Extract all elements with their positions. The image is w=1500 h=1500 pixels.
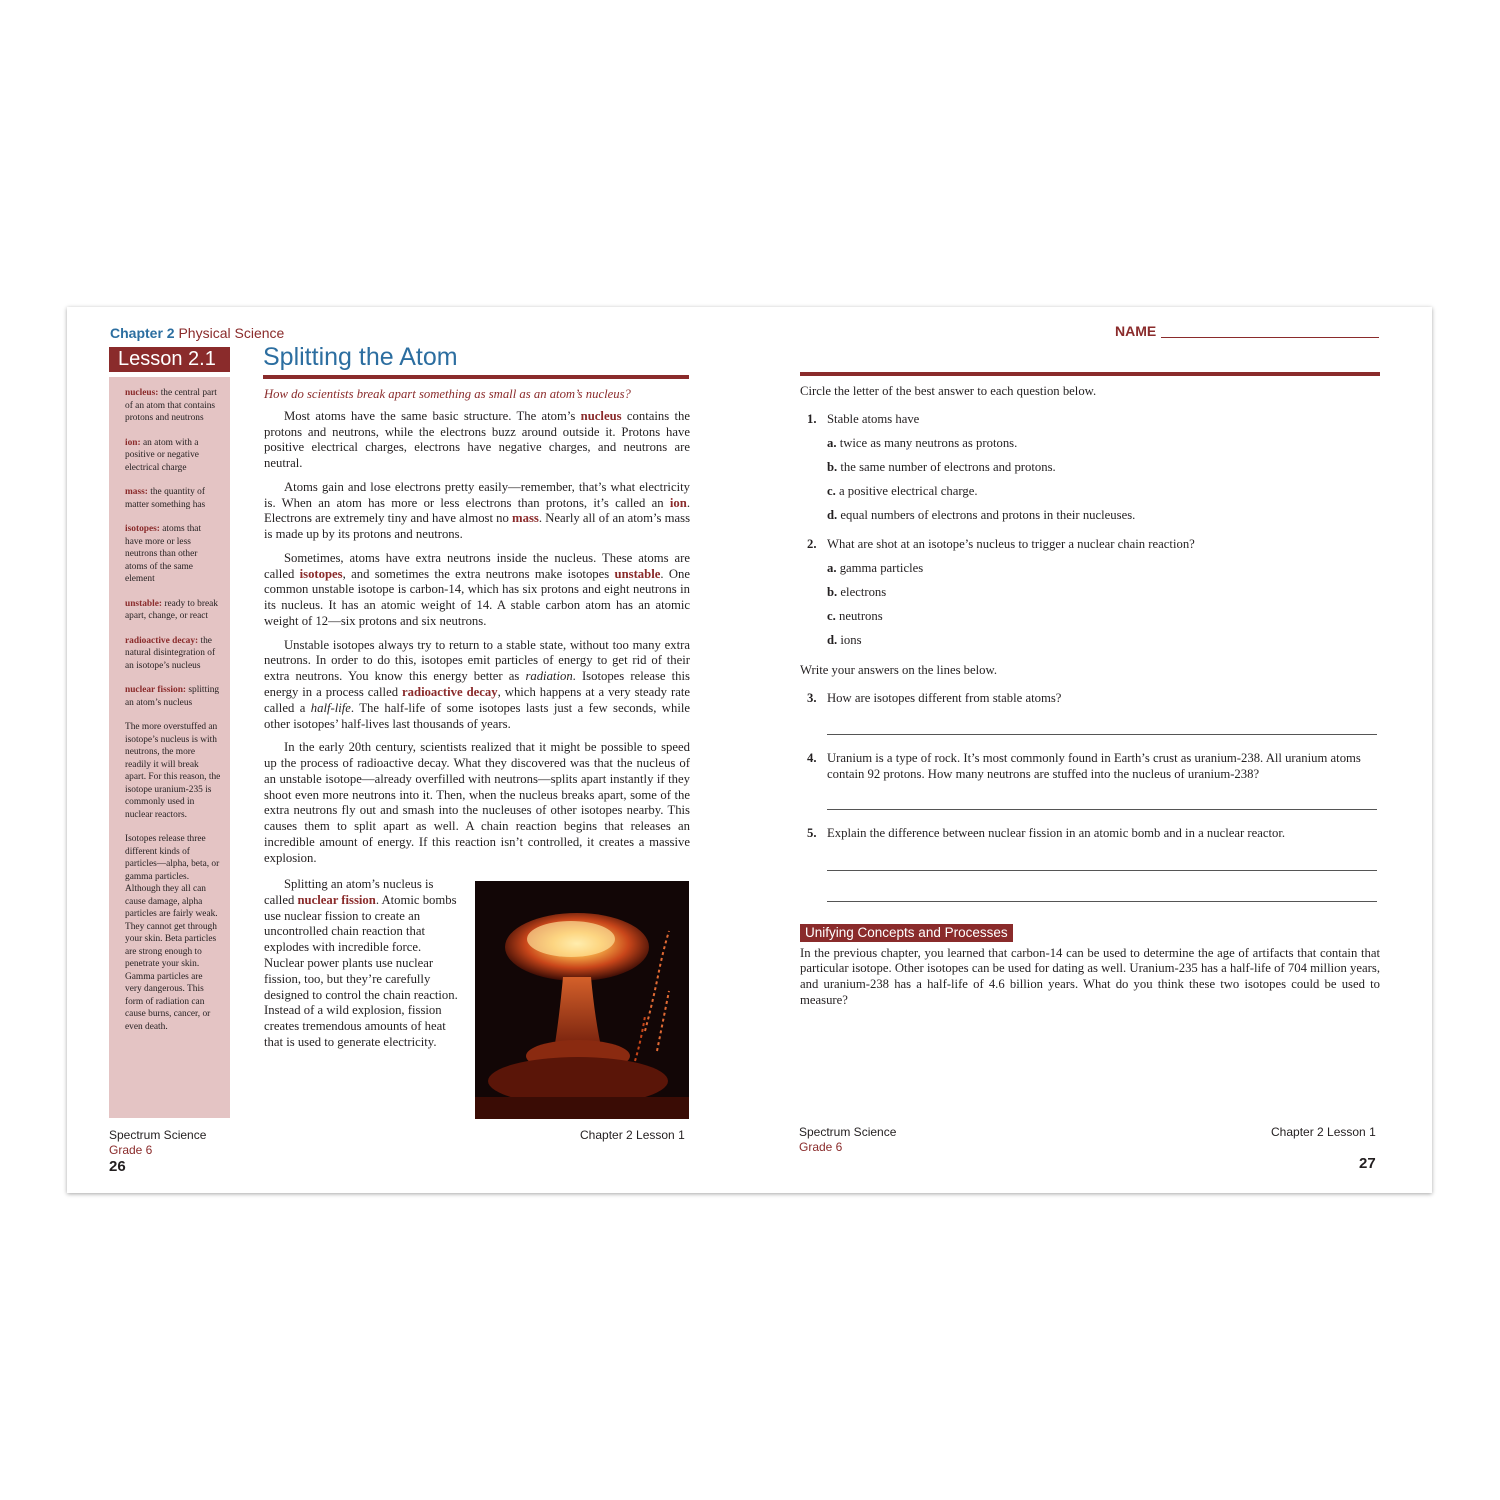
page-number: 26 xyxy=(109,1158,126,1175)
name-line xyxy=(1161,337,1379,338)
lesson-question: How do scientists break apart something as small as an atom’s nucleus? xyxy=(264,387,631,401)
paragraph: Atoms gain and lose electrons pretty easily—remember, that’s what electricity is. When an atom has more or less electrons than protons, it’s called an ion. Electrons are extremely tiny and have almost no mass. Nearly all of an atom’s mass is made up by its protons and neutrons. xyxy=(264,479,691,542)
questions-column xyxy=(800,384,1380,1009)
glossary-entry: mass: the quantity of matter something has xyxy=(125,487,206,510)
footer-grade: Grade 6 xyxy=(799,1140,843,1154)
footer-grade: Grade 6 xyxy=(109,1143,153,1157)
glossary-entry: nuclear fission: splitting an atom’s nucleus xyxy=(125,685,220,708)
page-number: 27 xyxy=(1359,1155,1376,1172)
question-1: 1. Stable atoms have xyxy=(807,411,920,426)
footer-lesson: Chapter 2 Lesson 1 xyxy=(580,1128,685,1142)
side-note: The more overstuffed an isotope’s nucleus is with neutrons, the more readily it will break apart. For this reason, the isotope uranium-235 is commonly used in nuclear reactors. xyxy=(125,722,221,820)
name-label: NAME xyxy=(1115,323,1157,339)
glossary-entry: unstable: ready to break apart, change, or react xyxy=(125,598,218,621)
section-text: In the previous chapter, you learned that carbon-14 can be used to determine the age of artifacts that contain that particular isotope. Other isotopes can be used for dating as well. Uranium-235 has a half-life of 704 million years, and uranium-238 has a half-life of 4.6 billion years. What do you think these two isotopes could be used to measure? xyxy=(800,945,1380,1008)
question-4: 4. Uranium is a type of rock. It’s most commonly found in Earth’s crust as uranium-238. All uranium atoms contain 92 protons. How many neutrons are stuffed into the nucleus of uranium-238? xyxy=(807,751,1361,782)
question-2: 2. What are shot at an isotope’s nucleus to trigger a nuclear chain reaction? xyxy=(807,537,1195,552)
write-instructions: Write your answers on the lines below. xyxy=(800,662,998,677)
question-3: 3. How are isotopes different from stable atoms? xyxy=(807,690,1062,705)
paragraph: Unstable isotopes always try to return to a stable state, without too many extra neutrons. In order to do this, isotopes emit particles of energy to get rid of their extra neutrons. You know this energy better as radiation. Isotopes release this energy in a process called radioactive decay, which happens at a very steady rate called a half-life. The half-life of some isotopes lasts just a few seconds, while other isotopes’ half-lives last thousands of years. xyxy=(264,637,690,731)
option: d. ions xyxy=(827,633,862,648)
question-5: 5. Explain the difference between nuclear fission in an atomic bomb and in a nuclear reactor. xyxy=(807,826,1286,841)
title-rule xyxy=(263,375,689,379)
glossary-sidebar xyxy=(109,377,230,1118)
footer-lesson: Chapter 2 Lesson 1 xyxy=(1271,1125,1376,1139)
option: a. gamma particles xyxy=(827,561,924,576)
footer-series: Spectrum Science xyxy=(799,1125,897,1139)
workbook-spread xyxy=(67,307,1432,1193)
option: c. neutrons xyxy=(827,609,883,624)
option: c. a positive electrical charge. xyxy=(827,483,978,498)
side-note: Isotopes release three different kinds of particles—alpha, beta, or gamma particles. Although they all can cause damage, alpha particles are fairly weak. They cannot get through your skin. Beta particles are strong enough to penetrate your skin. Gamma particles are very dangerous. This form of radiation can cause burns, cancer, or even death. xyxy=(125,834,220,1032)
option: d. equal numbers of electrons and protons in their nucleuses. xyxy=(827,507,1136,522)
circle-instructions: Circle the letter of the best answer to each question below. xyxy=(800,384,1097,398)
option: b. the same number of electrons and protons. xyxy=(827,459,1056,474)
glossary-entry: radioactive decay: the natural disintegration of an isotope’s nucleus xyxy=(125,635,216,671)
chapter-subject: Physical Science xyxy=(178,325,285,341)
fission-paragraph: Splitting an atom’s nucleus is called nuclear fission. Atomic bombs use nuclear fission to create an uncontrolled chain reaction that explodes with incredible force. Nuclear power plants use nuclear fission, too, but they’re carefully designed to control the chain reaction. Instead of a wild explosion, fission creates tremendous amounts of heat that is used to generate electricity. xyxy=(264,877,458,1049)
chapter-header xyxy=(110,325,284,341)
option: b. electrons xyxy=(827,585,887,600)
glossary-entry: isotopes: atoms that have more or less neutrons than other atoms of the same element xyxy=(125,524,202,584)
mushroom-cloud-photo xyxy=(475,881,689,1119)
lesson-label: Lesson 2.1 xyxy=(109,347,230,372)
chapter-label: Chapter 2 xyxy=(110,325,175,341)
glossary-entry: nucleus: the central part of an atom that contains protons and neutrons xyxy=(125,388,217,423)
option: a. twice as many neutrons as protons. xyxy=(827,435,1018,450)
glossary-entry: ion: an atom with a positive or negative electrical charge xyxy=(125,437,199,473)
lesson-body xyxy=(264,387,690,874)
paragraph: Most atoms have the same basic structure. The atom’s nucleus contains the protons and neutrons, while the electrons buzz around outside it. Protons have positive electrical charges, electrons have negative charges, and neutrons are neutral. xyxy=(264,408,690,471)
paragraph: Sometimes, atoms have extra neutrons inside the nucleus. These atoms are called isotopes, and sometimes the extra neutrons make isotopes unstable. One common unstable isotope is carbon-14, which has six protons and eight neutrons in its nucleus. It has an atomic weight of 14. A stable carbon atom has an atomic weight of 12—six protons and six neutrons. xyxy=(264,550,691,628)
section-heading: Unifying Concepts and Processes xyxy=(800,924,1013,942)
right-rule xyxy=(800,372,1380,376)
lesson-title: Splitting the Atom xyxy=(263,343,458,371)
paragraph: In the early 20th century, scientists realized that it might be possible to speed up the process of radioactive decay. What they discovered was that the nucleus of an unstable isotope—already overfilled with neutrons—splits apart instantly if they shoot even more neutrons into it. Then, when the nucleus breaks apart, some of the extra neutrons fly out and smash into the nucleuses of other isotopes nearby. This causes them to split apart as well. A chain reaction begins that releases an incredible amount of energy. If this reaction isn’t controlled, it creates a massive explosion. xyxy=(264,740,690,865)
footer-series: Spectrum Science xyxy=(109,1128,207,1142)
